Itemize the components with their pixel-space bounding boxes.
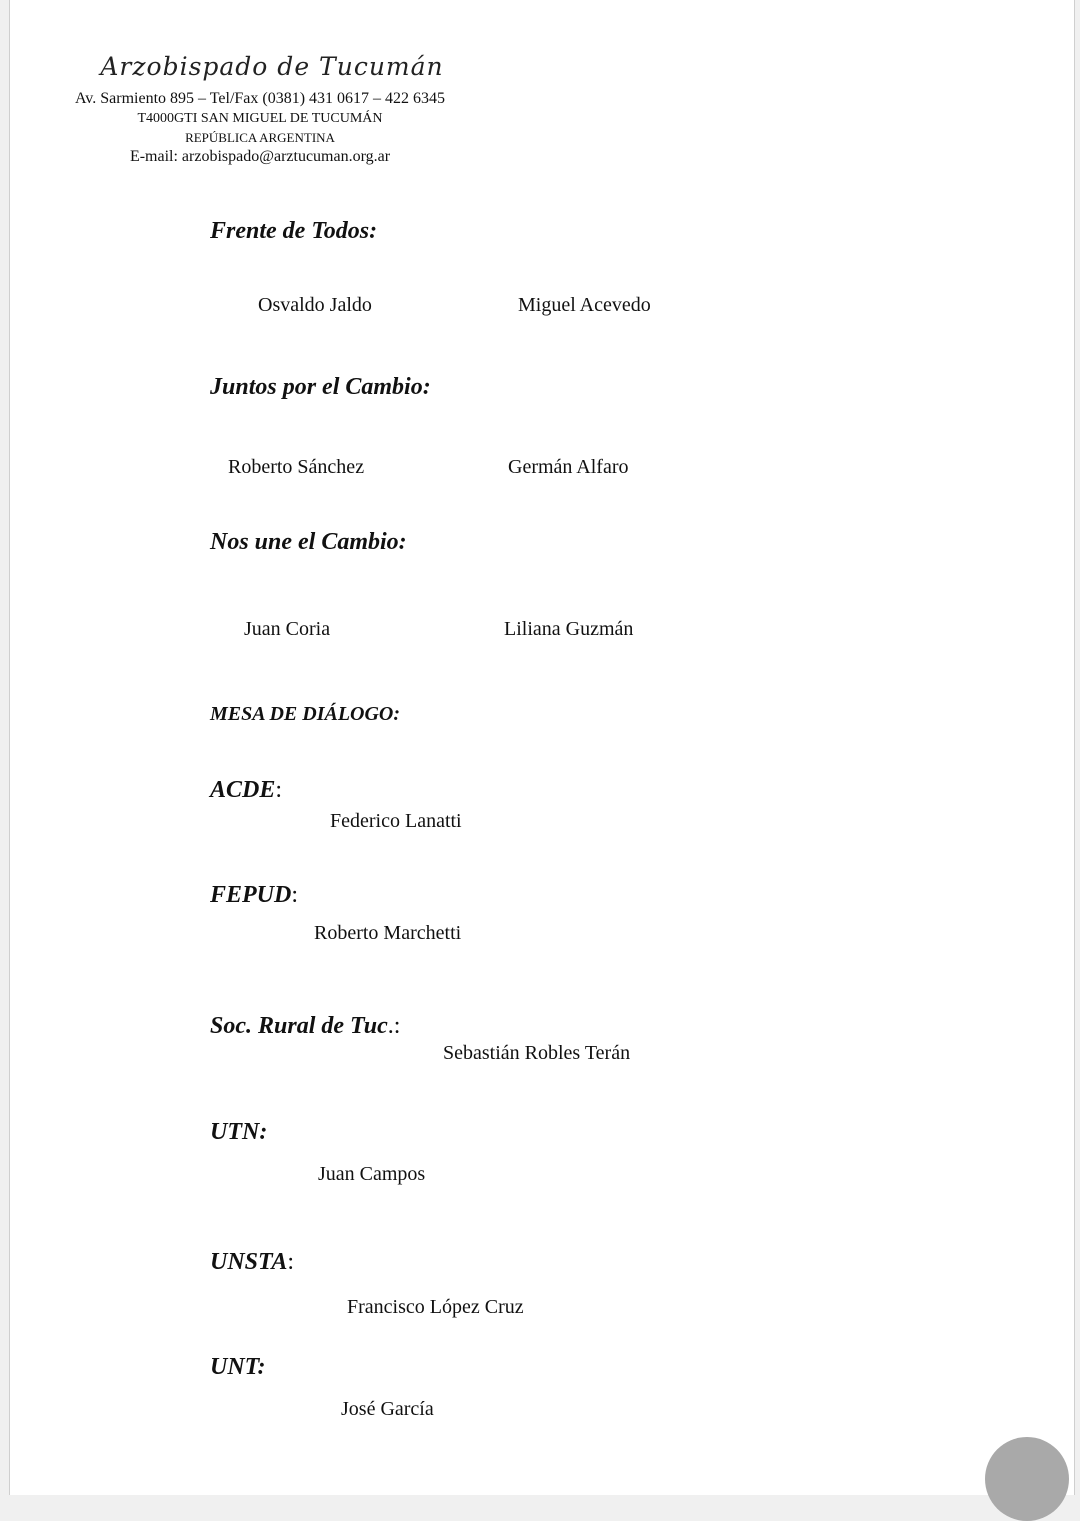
representative-name: José García [341, 1398, 434, 1420]
representative-name: Federico Lanatti [330, 810, 462, 832]
section-heading-juntos: Juntos por el Cambio: [210, 374, 431, 400]
section-heading-frente: Frente de Todos: [210, 218, 378, 244]
section-heading-unt: UNT: [210, 1354, 266, 1380]
representative-name: Germán Alfaro [508, 456, 629, 478]
representative-name: Juan Campos [318, 1163, 426, 1185]
letterhead-address: Av. Sarmiento 895 – Tel/Fax (0381) 431 0617 – 422 6345 [74, 90, 446, 107]
section-heading-soc-rural [210, 1013, 400, 1040]
representative-name: Liliana Guzmán [504, 618, 634, 640]
section-heading-fepud [210, 882, 298, 909]
section-heading-unsta [210, 1249, 294, 1276]
letterhead-country: REPÚBLICA ARGENTINA [185, 130, 335, 145]
heading-colon: : [287, 1249, 295, 1275]
representative-name: Francisco López Cruz [347, 1296, 524, 1318]
representative-name: Sebastián Robles Terán [443, 1042, 631, 1064]
letterhead-email: E-mail: arzobispado@arztucuman.org.ar [129, 148, 391, 165]
heading-text: FEPUD [210, 882, 292, 908]
representative-name: Juan Coria [244, 618, 331, 640]
floating-action-button[interactable] [985, 1437, 1069, 1521]
section-heading-utn: UTN: [210, 1119, 268, 1145]
heading-colon: : [275, 777, 283, 803]
section-heading-acde [210, 777, 282, 804]
section-heading-nos-une: Nos une el Cambio: [210, 529, 407, 555]
heading-text: ACDE [210, 777, 276, 803]
letterhead-title: Arzobispado de Tucumán [100, 52, 444, 81]
heading-text: Soc. Rural de Tuc [210, 1013, 388, 1039]
document-page [9, 0, 1075, 1495]
heading-text: UNSTA [210, 1249, 288, 1275]
representative-name: Roberto Sánchez [228, 456, 365, 478]
representative-name: Miguel Acevedo [518, 294, 651, 316]
heading-colon: : [291, 882, 299, 908]
letterhead-city: T4000GTI SAN MIGUEL DE TUCUMÁN [137, 111, 383, 126]
representative-name: Osvaldo Jaldo [258, 294, 372, 316]
heading-colon: .: [387, 1013, 401, 1039]
representative-name: Roberto Marchetti [314, 922, 462, 944]
section-heading-mesa: MESA DE DIÁLOGO: [210, 703, 401, 725]
